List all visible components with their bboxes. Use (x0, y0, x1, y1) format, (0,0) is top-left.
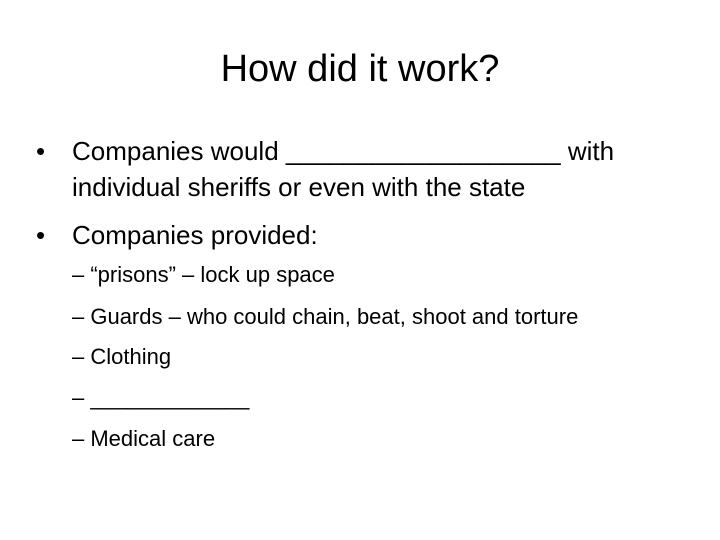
bullet-marker: • (36, 220, 46, 250)
bullet-marker: • (36, 136, 46, 166)
bullet-2-line-1: Companies provided: (72, 220, 318, 250)
slide-title: How did it work? (220, 48, 500, 90)
sub-bullet-3: – Clothing (72, 344, 172, 369)
bullet-1-line-1: Companies would ___________________ with (72, 136, 615, 166)
sub-bullet-4: – _____________ (72, 385, 250, 410)
bullet-1-line-2: individual sheriffs or even with the state (72, 172, 526, 202)
sub-bullet-2: – Guards – who could chain, beat, shoot and torture (72, 304, 579, 329)
sub-bullet-5: – Medical care (72, 426, 216, 451)
sub-bullet-1: – “prisons” – lock up space (72, 262, 335, 287)
